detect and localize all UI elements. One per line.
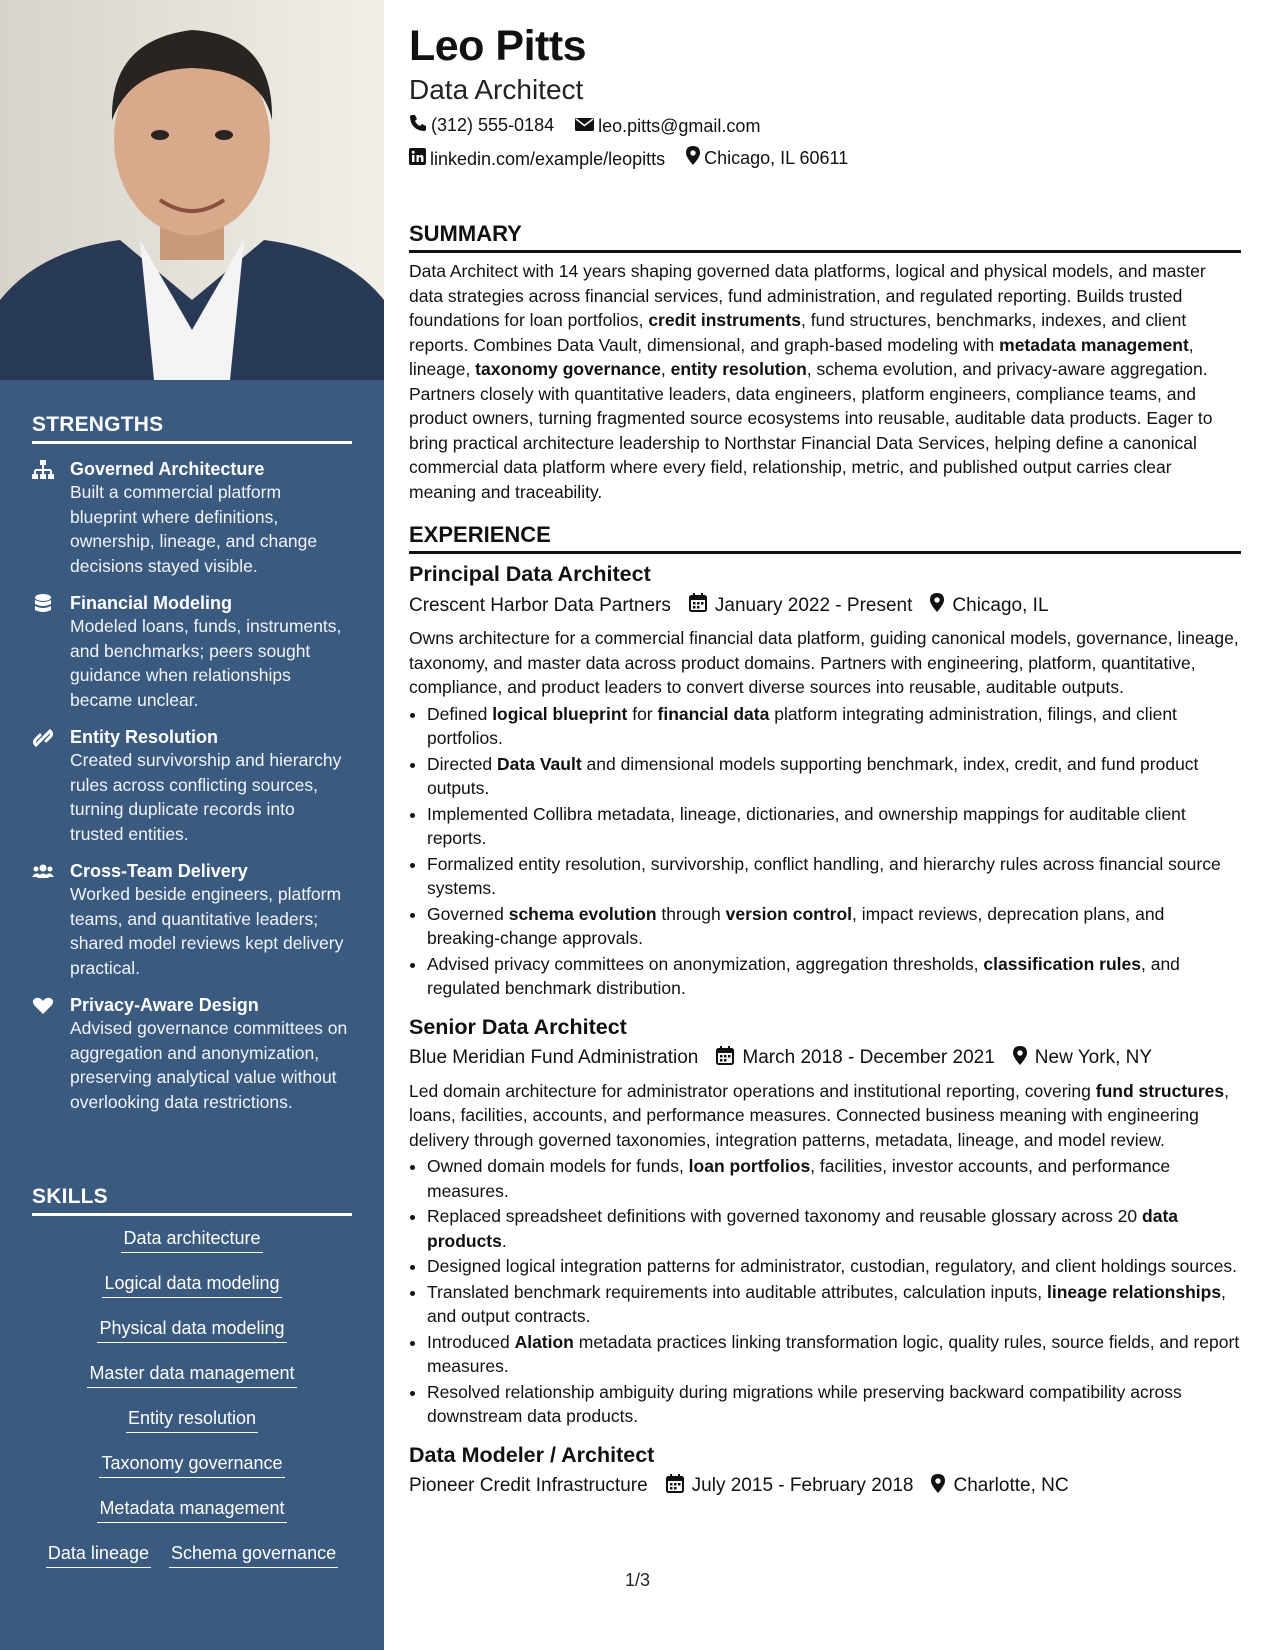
bold-text: classification rules (983, 953, 1141, 974)
job-dates (689, 593, 913, 618)
bullet-item (427, 1254, 1241, 1279)
bold-text: credit instruments (648, 310, 802, 330)
sidebar (0, 0, 384, 1650)
job-location (930, 593, 1048, 618)
bullet-item (427, 702, 1241, 751)
map-pin-icon (930, 593, 952, 618)
strength-description: Advised governance committees on aggregation and anonymization, preserving analytical value without overlooking data restrictions. (70, 1018, 348, 1112)
job-location (1013, 1046, 1152, 1071)
dates-text: July 2015 - February 2018 (691, 1475, 914, 1496)
job-title: Senior Data Architect (409, 1014, 627, 1039)
text-run: platform integrating administration, filings, and client portfolios. (427, 703, 1177, 748)
job-company (409, 1047, 698, 1069)
text-run: for (627, 703, 658, 724)
heart-icon (32, 996, 54, 1016)
bullet-item (427, 952, 1241, 1001)
phone-text: (312) 555-0184 (431, 115, 555, 135)
bold-text: financial data (657, 703, 770, 724)
strength-item (32, 726, 352, 846)
strengths-heading: STRENGTHS (32, 413, 352, 444)
contact-row-1 (409, 114, 776, 137)
jobs-list (409, 562, 1241, 1499)
location-contact (686, 146, 848, 170)
experience-heading: EXPERIENCE (409, 522, 1241, 554)
bold-text: logical blueprint (492, 703, 628, 724)
strength-item (32, 458, 352, 578)
bullet-item (427, 1330, 1241, 1379)
strength-item (32, 860, 352, 980)
page-indicator: 1/3 (625, 1570, 651, 1590)
job-company (409, 595, 671, 617)
strength-title: Cross-Team Delivery (70, 861, 248, 881)
linkedin-text: linkedin.com/example/leopitts (430, 148, 666, 169)
email-text: leo.pitts@gmail.com (598, 116, 761, 136)
phone-icon (409, 114, 431, 137)
job-dates (716, 1046, 994, 1071)
job-location (931, 1474, 1068, 1499)
envelope-icon (575, 116, 598, 137)
company-text: Crescent Harbor Data Partners (409, 594, 671, 616)
bold-text: metadata management (999, 334, 1189, 355)
text-run: and dimensional models supporting benchmark, index, credit, and fund product outputs. (427, 753, 1199, 798)
bullet-item (427, 1280, 1241, 1329)
job-meta (409, 1046, 1241, 1071)
bold-text: data products (427, 1206, 1178, 1251)
calendar-icon (716, 1046, 742, 1071)
map-pin-icon (686, 146, 704, 170)
bold-text: taxonomy governance (475, 359, 661, 379)
job-meta (409, 593, 1241, 618)
text-run: Data Architect with 14 years shaping governed data platforms, logical and physical models, and master data strategies across financial services, fund administration, and regulated reporting. Builds trusted foundations for loan portfolios, (409, 261, 1206, 330)
email-contact[interactable] (575, 116, 760, 137)
map-pin-icon (1013, 1046, 1035, 1071)
text-run: Owned domain models for funds, (427, 1156, 689, 1176)
text-run: , (660, 359, 671, 379)
job-title: Principal Data Architect (409, 562, 651, 586)
bold-text: lineage relationships (1046, 1281, 1222, 1302)
text-run: Implemented Collibra metadata, lineage, dictionaries, and ownership mappings for auditable client reports. (427, 803, 1186, 848)
calendar-icon (666, 1474, 692, 1499)
bold-text: entity resolution (670, 359, 807, 379)
text-run: Resolved relationship ambiguity during migrations while preserving backward compatibility across downstream data products. (427, 1381, 1182, 1426)
text-run: Advised privacy committees on anonymization, aggregation thresholds, (427, 953, 984, 974)
location-text: Charlotte, NC (953, 1475, 1069, 1496)
strength-title: Governed Architecture (70, 459, 265, 479)
text-run: through (656, 903, 726, 924)
job-entry (409, 1015, 1241, 1429)
job-bullets (409, 702, 1241, 1001)
strength-title: Entity Resolution (70, 727, 218, 747)
text-run: , loans, facilities, accounts, and performance measures. Connected business meaning with engineering delivery through governed taxonomies, integration patterns, metadata, lineage, and model review. (409, 1080, 1229, 1150)
summary-section (409, 221, 1241, 504)
experience-section (409, 522, 1241, 1499)
skill-tag: Physical data modeling (97, 1318, 286, 1343)
skill-tag: Entity resolution (126, 1408, 258, 1433)
strength-title: Privacy-Aware Design (70, 995, 259, 1015)
summary-text (409, 259, 1241, 504)
strength-description: Built a commercial platform blueprint where definitions, ownership, lineage, and change decisions stayed visible. (70, 482, 318, 576)
job-bullets (409, 1154, 1241, 1429)
location-text: Chicago, IL 60611 (704, 147, 849, 168)
link-icon (32, 728, 54, 748)
text-run: Introduced (427, 1331, 515, 1352)
map-pin-icon (931, 1474, 953, 1499)
text-run: Led domain architecture for administrator operations and institutional reporting, covering (409, 1080, 1096, 1101)
bullet-item (427, 752, 1241, 801)
location-text: Chicago, IL (952, 594, 1049, 616)
text-run: Defined (427, 703, 493, 724)
dates-text: March 2018 - December 2021 (742, 1047, 995, 1068)
text-run: Owns architecture for a commercial financial data platform, guiding canonical models, governance, lineage, taxonomy, and master data across product domains. Partners with engineering, platform, quantitative, compliance, and product leaders to convert diverse sources into reusable, auditable outputs. (409, 628, 1239, 697)
text-run: , facilities, investor accounts, and performance measures. (427, 1156, 1171, 1201)
text-run: , lineage, (409, 334, 1194, 379)
job-dates (666, 1474, 914, 1499)
bold-text: Data Vault (497, 753, 582, 774)
bullet-item (427, 902, 1241, 951)
skill-tag: Taxonomy governance (99, 1453, 284, 1478)
phone-contact[interactable] (409, 114, 554, 137)
job-title: Data Modeler / Architect (409, 1442, 655, 1467)
strength-item (32, 994, 352, 1114)
strength-item (32, 592, 352, 712)
bold-text: version control (725, 903, 853, 924)
bullet-item (427, 852, 1241, 901)
bullet-item (427, 1154, 1241, 1203)
skills-section (32, 1185, 352, 1576)
job-company (409, 1475, 648, 1497)
strength-description: Worked beside engineers, platform teams, and quantitative leaders; shared model reviews kept delivery practical. (70, 884, 344, 978)
text-run: , schema evolution, and privacy-aware aggregation. Partners closely with quantitative leaders, data engineers, platform engineers, compliance teams, and product owners, turning fragmented source ecosystems into reusable, auditable data products. Eager to bring practical architecture leadership to Northstar Financial Data Services, helping define a canonical commercial data platform where every field, relationship, metric, and published output carries clear meaning and traceability. (409, 359, 1213, 502)
text-run: Directed (427, 753, 498, 774)
profile-photo (0, 0, 384, 380)
text-run: Translated benchmark requirements into auditable attributes, calculation inputs, (427, 1281, 1047, 1302)
calendar-icon (689, 593, 715, 618)
text-run: , fund structures, benchmarks, indexes, and client reports. Combines Data Vault, dimensional, and graph-based modeling with (409, 310, 1187, 355)
text-run: Formalized entity resolution, survivorship, conflict handling, and hierarchy rules across financial source systems. (427, 853, 1221, 898)
bold-text: fund structures (1095, 1080, 1225, 1101)
text-run: , and regulated benchmark distribution. (427, 953, 1180, 998)
linkedin-icon (409, 148, 430, 170)
bullet-item (427, 1204, 1241, 1253)
strengths-section (32, 413, 352, 1114)
skills-heading: SKILLS (32, 1185, 352, 1216)
bullet-item (427, 802, 1241, 851)
text-run: , and output contracts. (427, 1281, 1226, 1326)
sitemap-icon (32, 460, 54, 480)
skill-tag: Data lineage (46, 1543, 151, 1568)
job-meta (409, 1474, 1241, 1499)
text-run: , impact reviews, deprecation plans, and breaking-change approvals. (427, 903, 1165, 948)
skill-tag: Master data management (87, 1363, 296, 1388)
bold-text: schema evolution (508, 903, 657, 924)
skill-tag: Logical data modeling (102, 1273, 281, 1298)
text-run: metadata practices linking transformation logic, quality rules, source fields, and report measures. (427, 1331, 1240, 1376)
company-text: Blue Meridian Fund Administration (409, 1047, 699, 1068)
bold-text: loan portfolios (688, 1156, 811, 1176)
skill-tag: Schema governance (169, 1543, 338, 1568)
candidate-title: Data Architect (409, 74, 584, 105)
linkedin-contact[interactable] (409, 148, 665, 170)
text-run: Designed logical integration patterns for administrator, custodian, regulatory, and client holdings sources. (427, 1256, 1237, 1276)
job-entry (409, 562, 1241, 1001)
strength-description: Created survivorship and hierarchy rules across conflicting sources, turning duplicate records into trusted entities. (70, 750, 342, 844)
company-text: Pioneer Credit Infrastructure (409, 1475, 648, 1496)
contact-row-2 (409, 146, 864, 170)
users-icon (32, 862, 54, 882)
strength-description: Modeled loans, funds, instruments, and benchmarks; peers sought guidance when relationships became unclear. (70, 616, 342, 710)
text-run: Replaced spreadsheet definitions with governed taxonomy and reusable glossary across 20 (427, 1206, 1143, 1226)
bold-text: Alation (514, 1331, 574, 1352)
strength-title: Financial Modeling (70, 593, 233, 613)
skill-tag: Metadata management (97, 1498, 286, 1523)
candidate-name: Leo Pitts (409, 22, 587, 70)
job-entry (409, 1443, 1241, 1499)
location-text: New York, NY (1034, 1047, 1153, 1068)
bullet-item (427, 1380, 1241, 1429)
text-run: . (501, 1230, 507, 1251)
job-description (409, 626, 1241, 700)
dates-text: January 2022 - Present (714, 594, 913, 616)
summary-heading: SUMMARY (409, 221, 1241, 253)
skill-tag: Data architecture (121, 1228, 262, 1253)
database-icon (32, 594, 54, 614)
skills-list (32, 1228, 352, 1576)
text-run: Governed (427, 903, 509, 924)
job-description (409, 1079, 1241, 1153)
